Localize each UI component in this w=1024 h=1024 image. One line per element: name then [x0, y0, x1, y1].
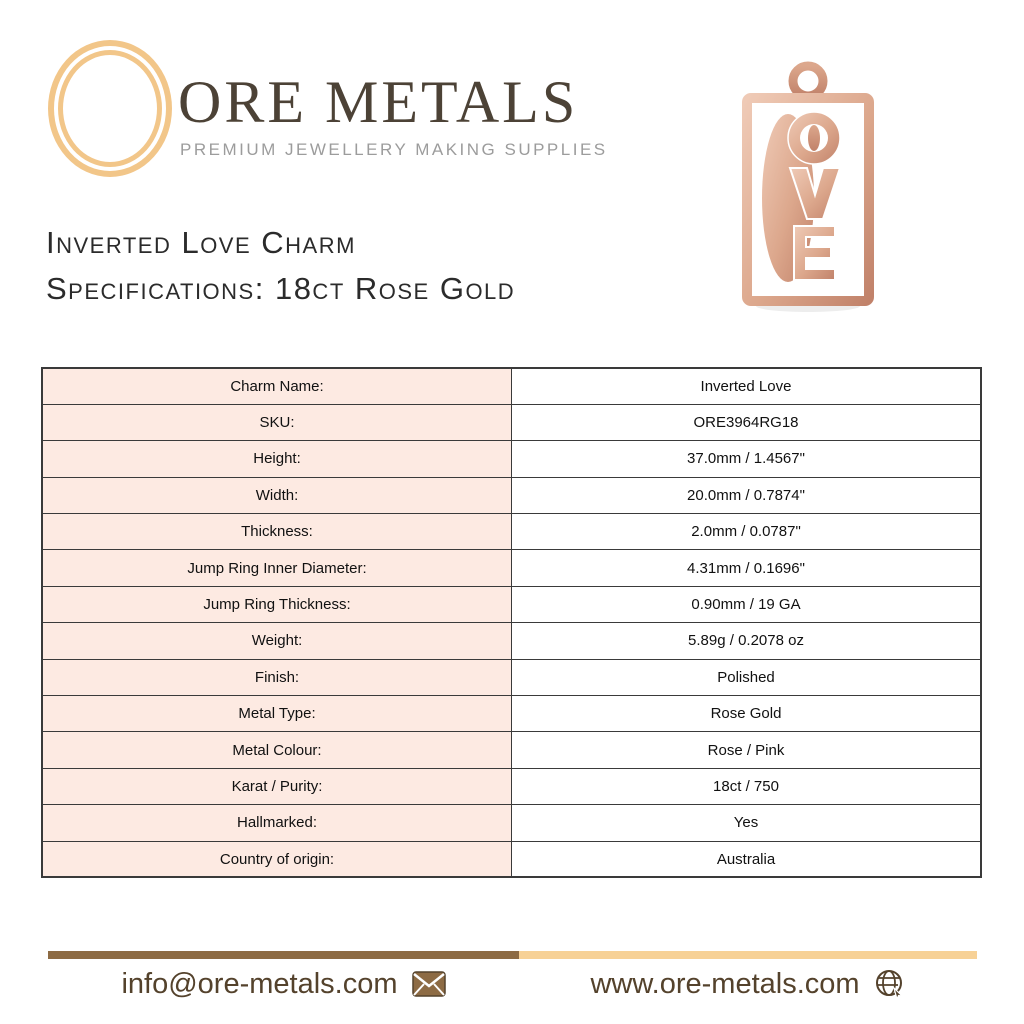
love-charm-pendant-image: [738, 56, 878, 316]
spec-table-row: [42, 732, 981, 768]
spec-table-row: [42, 805, 981, 841]
jump-ring: [793, 66, 823, 96]
charm-letter-e: [794, 226, 835, 280]
spec-table-row: [42, 623, 981, 659]
footer-website-text: www.ore-metals.com: [590, 967, 860, 1000]
spec-value-cell: ORE3964RG18: [512, 404, 982, 440]
spec-value-cell: 37.0mm / 1.4567": [512, 441, 982, 477]
brand-name: ORE METALS: [178, 69, 579, 135]
spec-table-row: [42, 477, 981, 513]
spec-table-row: [42, 550, 981, 586]
spec-value-cell: Polished: [512, 659, 982, 695]
footer-email-group: [48, 962, 519, 1006]
footer-divider-left-segment: [48, 951, 519, 959]
spec-table: [41, 367, 982, 878]
spec-value-cell: Rose / Pink: [512, 732, 982, 768]
spec-label-cell: Country of origin:: [42, 841, 512, 877]
spec-table-row: [42, 841, 981, 877]
spec-label-cell: Width:: [42, 477, 512, 513]
spec-value-cell: Australia: [512, 841, 982, 877]
spec-label-cell: Finish:: [42, 659, 512, 695]
spec-value-cell: Inverted Love: [512, 368, 982, 404]
envelope-icon: [412, 971, 446, 997]
spec-label-cell: Charm Name:: [42, 368, 512, 404]
spec-label-cell: Karat / Purity:: [42, 768, 512, 804]
footer: [48, 962, 977, 1006]
spec-table-body: [42, 368, 981, 877]
spec-label-cell: Metal Type:: [42, 696, 512, 732]
spec-table-row: [42, 404, 981, 440]
spec-label-cell: Metal Colour:: [42, 732, 512, 768]
spec-value-cell: 4.31mm / 0.1696": [512, 550, 982, 586]
spec-value-cell: Yes: [512, 805, 982, 841]
product-title: Inverted Love Charm: [46, 225, 356, 260]
spec-label-cell: Weight:: [42, 623, 512, 659]
page-title-block: [46, 220, 515, 312]
spec-table-row: [42, 441, 981, 477]
spec-value-cell: 20.0mm / 0.7874": [512, 477, 982, 513]
spec-table-row: [42, 768, 981, 804]
spec-label-cell: Hallmarked:: [42, 805, 512, 841]
footer-divider: [48, 951, 977, 959]
spec-table-row: [42, 586, 981, 622]
globe-icon: [874, 968, 906, 1000]
spec-label-cell: Jump Ring Thickness:: [42, 586, 512, 622]
brand-tagline: PREMIUM JEWELLERY MAKING SUPPLIES: [180, 140, 608, 159]
spec-value-cell: 0.90mm / 19 GA: [512, 586, 982, 622]
spec-label-cell: SKU:: [42, 404, 512, 440]
brand-ring-logo: [48, 40, 172, 177]
spec-table-row: [42, 514, 981, 550]
spec-value-cell: 2.0mm / 0.0787": [512, 514, 982, 550]
spec-label-cell: Jump Ring Inner Diameter:: [42, 550, 512, 586]
footer-divider-right-segment: [519, 951, 977, 959]
spec-table-row: [42, 659, 981, 695]
spec-value-cell: 5.89g / 0.2078 oz: [512, 623, 982, 659]
spec-label-cell: Thickness:: [42, 514, 512, 550]
spec-table-row: [42, 368, 981, 404]
spec-value-cell: 18ct / 750: [512, 768, 982, 804]
product-subtitle: Specifications: 18ct Rose Gold: [46, 270, 516, 306]
footer-website-group: [519, 962, 977, 1006]
spec-table-row: [42, 696, 981, 732]
spec-value-cell: Rose Gold: [512, 696, 982, 732]
spec-label-cell: Height:: [42, 441, 512, 477]
footer-email-text: info@ore-metals.com: [121, 967, 398, 1000]
